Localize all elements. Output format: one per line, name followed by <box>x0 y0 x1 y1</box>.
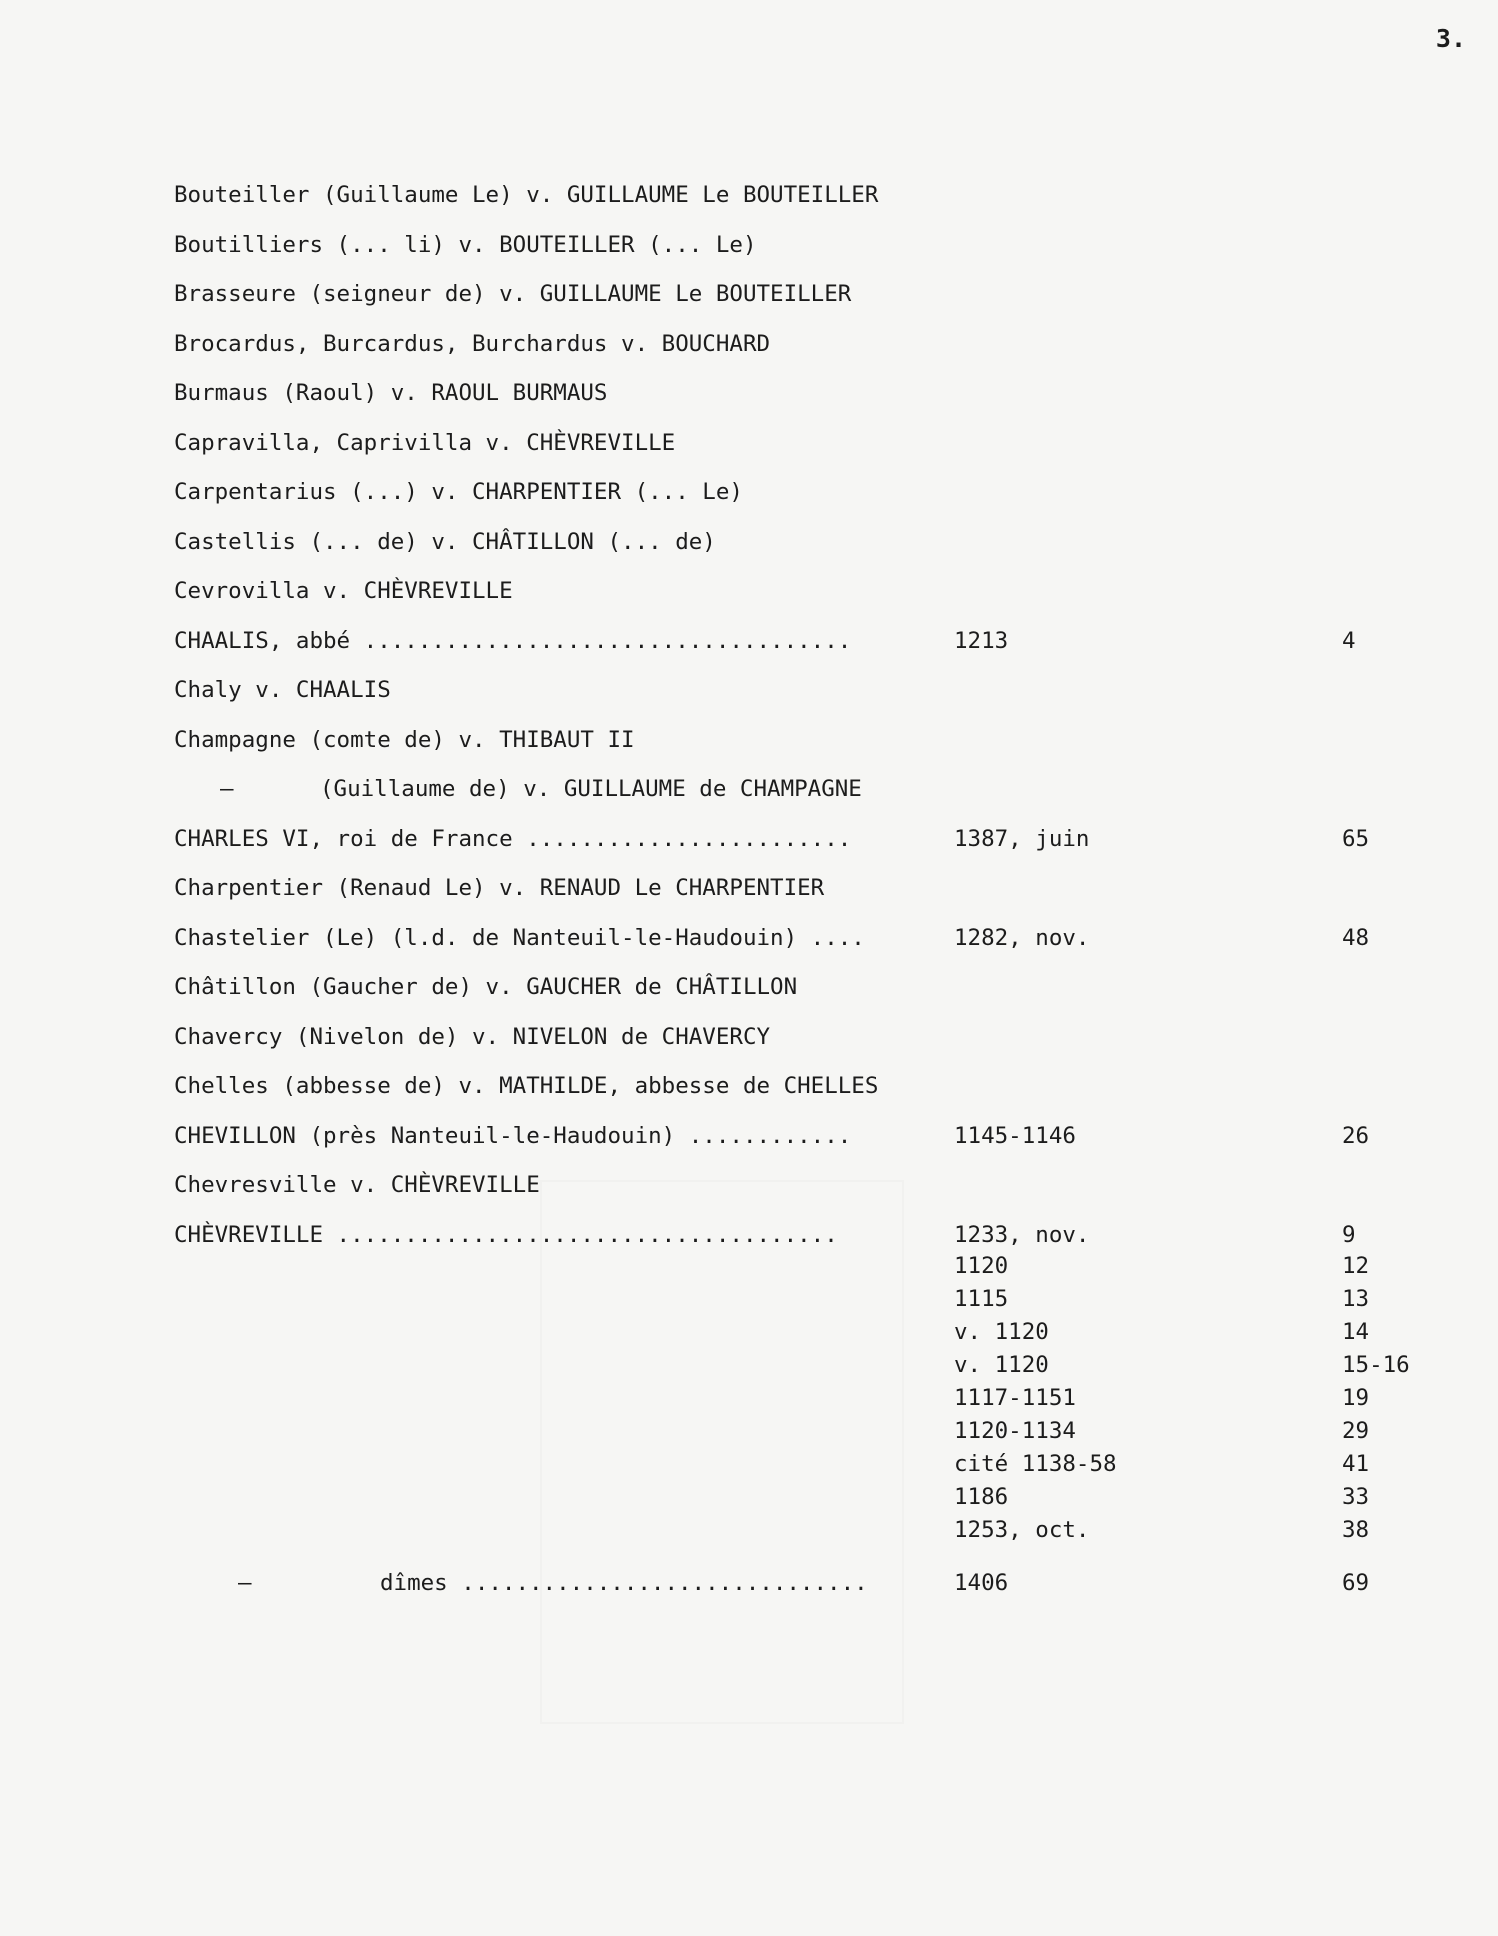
entry-date: 1213 <box>954 627 1009 654</box>
index-entry <box>174 475 1464 525</box>
entry-label: CHAALIS, abbé .................................... <box>174 627 852 654</box>
entry-label: Burmaus (Raoul) v. RAOUL BURMAUS <box>174 380 608 406</box>
entry-label: Castellis (... de) v. CHÂTILLON (... de) <box>174 528 716 555</box>
entry-date: 1145-1146 <box>954 1122 1076 1149</box>
index-entry <box>174 574 1464 624</box>
entry-page-ref: 9 <box>1342 1221 1356 1248</box>
index-entry <box>174 277 1464 327</box>
entry-page-ref: 4 <box>1342 627 1356 654</box>
reference-page: 41 <box>1342 1451 1370 1477</box>
index-entry <box>174 228 1464 278</box>
index-entry <box>174 921 1464 971</box>
entry-page-ref: 26 <box>1342 1122 1370 1149</box>
reference-date: 1253, oct. <box>954 1517 1090 1543</box>
reference-date: 1117-1151 <box>954 1385 1076 1411</box>
index-entry <box>174 178 1464 228</box>
entry-label: Châtillon (Gaucher de) v. GAUCHER de CHÂTILLON <box>174 974 798 1000</box>
reference-date: 1186 <box>954 1484 1009 1510</box>
reference-page: 29 <box>1342 1418 1370 1444</box>
reference-date: cité 1138-58 <box>954 1451 1117 1477</box>
reference-page: 38 <box>1342 1517 1370 1543</box>
entry-label: Bouteiller (Guillaume Le) v. GUILLAUME Le BOUTEILLER <box>174 182 879 208</box>
reference-date: v. 1120 <box>954 1352 1049 1378</box>
entry-label: (Guillaume de) v. GUILLAUME de CHAMPAGNE <box>320 776 862 802</box>
index-entry <box>174 624 1464 674</box>
index-entry <box>174 426 1464 476</box>
entry-label: CHÈVREVILLE ..................................... <box>174 1221 838 1248</box>
index-entry <box>174 1119 1464 1169</box>
entry-label: Charpentier (Renaud Le) v. RENAUD Le CHARPENTIER <box>174 875 825 901</box>
entry-label: Boutilliers (... li) v. BOUTEILLER (... Le) <box>174 231 757 258</box>
index-entry <box>174 673 1464 723</box>
index-entry <box>174 723 1464 773</box>
entry-date: 1282, nov. <box>954 924 1090 951</box>
index-entry <box>174 327 1464 377</box>
index-entry <box>174 772 1464 822</box>
ditto-dash: – <box>238 1570 252 1596</box>
index-entry <box>174 1020 1464 1070</box>
reference-page: 15-16 <box>1342 1352 1410 1378</box>
entry-page-ref: 65 <box>1342 825 1370 852</box>
entry-page-ref: 69 <box>1342 1570 1370 1596</box>
index-entry <box>174 970 1464 1020</box>
faint-watermark <box>540 1180 904 1724</box>
ditto-dash: – <box>220 776 234 802</box>
reference-page: 12 <box>1342 1253 1370 1279</box>
entry-label: Champagne (comte de) v. THIBAUT II <box>174 726 635 753</box>
reference-date: v. 1120 <box>954 1319 1049 1345</box>
entry-label: Chavercy (Nivelon de) v. NIVELON de CHAVERCY <box>174 1023 771 1050</box>
entry-page-ref: 48 <box>1342 924 1370 951</box>
entry-label: Brasseure (seigneur de) v. GUILLAUME Le BOUTEILLER <box>174 281 852 307</box>
entry-label: Chelles (abbesse de) v. MATHILDE, abbesse de CHELLES <box>174 1073 879 1099</box>
reference-date: 1120 <box>954 1253 1009 1279</box>
index-entry <box>174 871 1464 921</box>
reference-page: 13 <box>1342 1286 1370 1312</box>
entry-label: Brocardus, Burcardus, Burchardus v. BOUCHARD <box>174 330 771 357</box>
entry-label: Chastelier (Le) (l.d. de Nanteuil-le-Haudouin) .... <box>174 924 865 951</box>
index-entry <box>174 822 1464 872</box>
entry-label: Carpentarius (...) v. CHARPENTIER (... Le) <box>174 479 743 505</box>
entry-label: Chevresville v. CHÈVREVILLE <box>174 1172 540 1198</box>
reference-date: 1115 <box>954 1286 1009 1312</box>
index-entry <box>174 1069 1464 1119</box>
reference-page: 33 <box>1342 1484 1370 1510</box>
entry-date: 1406 <box>954 1570 1009 1596</box>
entry-date: 1233, nov. <box>954 1221 1090 1248</box>
reference-page: 19 <box>1342 1385 1370 1411</box>
index-entry <box>174 525 1464 575</box>
reference-date: 1120-1134 <box>954 1418 1076 1444</box>
page-number: 3. <box>1435 24 1466 53</box>
entry-label: CHEVILLON (près Nanteuil-le-Haudouin) ............ <box>174 1122 852 1149</box>
entry-date: 1387, juin <box>954 825 1090 852</box>
entry-label: Cevrovilla v. CHÈVREVILLE <box>174 578 513 604</box>
entry-label: Chaly v. CHAALIS <box>174 677 391 703</box>
entry-label: dîmes .............................. <box>380 1570 868 1596</box>
index-entry <box>174 376 1464 426</box>
entry-label: CHARLES VI, roi de France ........................ <box>174 825 852 852</box>
reference-page: 14 <box>1342 1319 1370 1345</box>
entry-label: Capravilla, Caprivilla v. CHÈVREVILLE <box>174 429 676 456</box>
